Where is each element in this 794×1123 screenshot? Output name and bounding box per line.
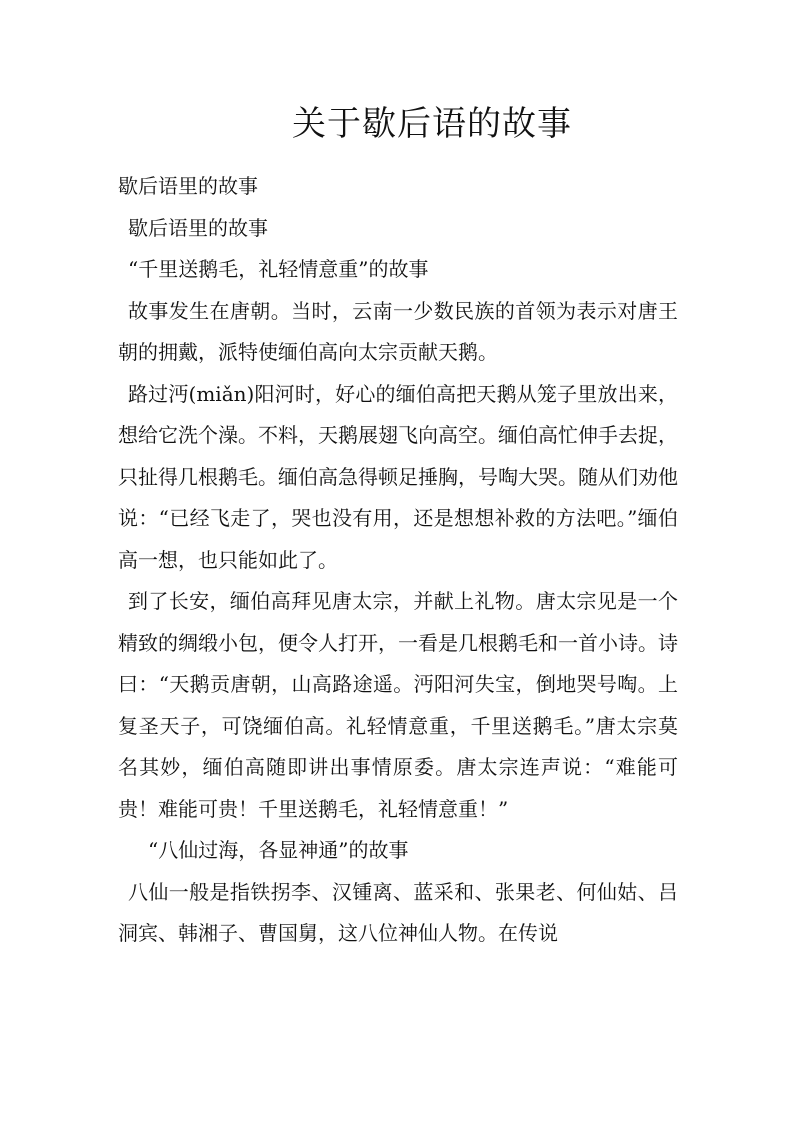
paragraph-heading-1: 歇后语里的故事 [118, 174, 258, 198]
paragraph: 故事发生在唐朝。当时，云南一少数民族的首领为表示对唐王朝的拥戴，派特使缅伯高向太宗贡献天鹅。 [118, 298, 678, 364]
paragraph: 八仙一般是指铁拐李、汉锺离、蓝采和、张果老、何仙姑、吕洞宾、韩湘子、曹国舅，这八位神仙人物。在传说 [118, 879, 678, 945]
document-title: 关于歇后语的故事 [292, 104, 572, 144]
paragraph-heading-2: 歇后语里的故事 [128, 215, 268, 240]
document-body [118, 166, 678, 955]
section-heading-eight-immortals: “八仙过海，各显神通”的故事 [148, 838, 409, 862]
paragraph: 到了长安，缅伯高拜见唐太宗，并献上礼物。唐太宗见是一个精致的绸缎小包，便令人打开，一看是几根鹅毛和一首小诗。诗曰：“天鹅贡唐朝，山高路途遥。沔阳河失宝，倒地哭号啕。上复圣天子，可饶缅伯高。礼轻情意重，千里送鹅毛。”唐太宗莫名其妙，缅伯高随即讲出事情原委。唐太宗连声说：“难能可贵！难能可贵！千里送鹅毛，礼轻情意重！” [118, 589, 678, 821]
section-heading-goose-feather: “千里送鹅毛，礼轻情意重”的故事 [128, 257, 429, 281]
paragraph: 路过沔(miǎn)阳河时，好心的缅伯高把天鹅从笼子里放出来，想给它洗个澡。不料，天鹅展翅飞向高空。缅伯高忙伸手去捉，只扯得几根鹅毛。缅伯高急得顿足捶胸，号啕大哭。随从们劝他说：“已经飞走了，哭也没有用，还是想想补救的方法吧。”缅伯高一想，也只能如此了。 [118, 381, 678, 572]
